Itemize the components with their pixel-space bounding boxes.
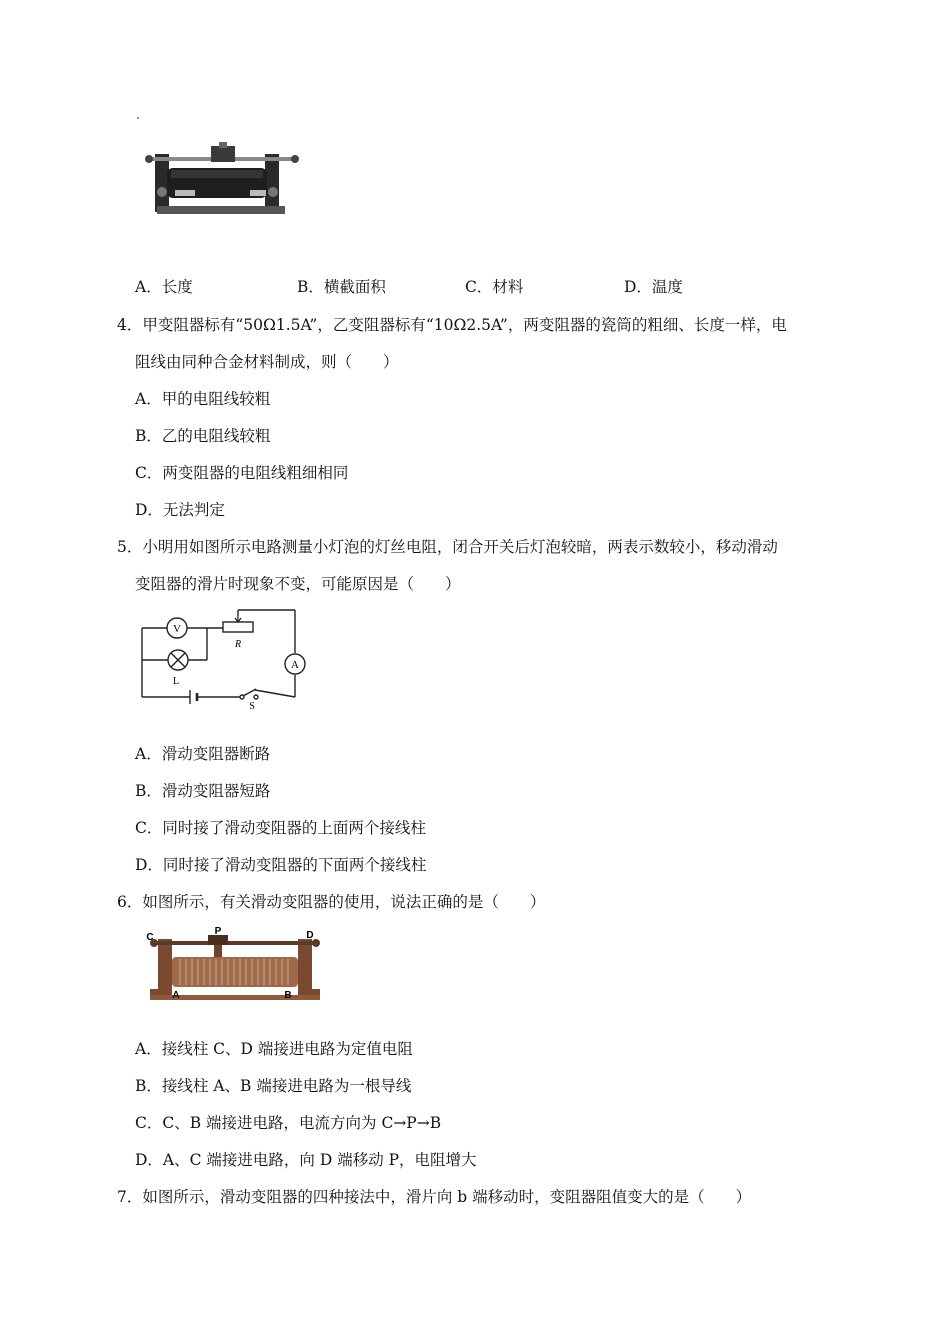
- circuit-diagram: [135, 604, 310, 714]
- q5-stem-line2: 变阻器的滑片时现象不变，可能原因是（ ）: [135, 575, 461, 593]
- ammeter-label: A: [291, 659, 299, 671]
- slider-p-label: P: [214, 926, 222, 937]
- q4-stem-line2: 阻线由同种合金材料制成，则（ ）: [135, 353, 399, 371]
- q3-option-a: A．长度: [135, 278, 193, 296]
- q6-option-a: A．接线柱 C、D 端接进电路为定值电阻: [135, 1040, 413, 1058]
- q5-option-d: D．同时接了滑动变阻器的下面两个接线柱: [135, 856, 427, 874]
- q5-option-b: B．滑动变阻器短路: [135, 782, 271, 800]
- q6-option-b: B．接线柱 A、B 端接进电路为一根导线: [135, 1077, 412, 1095]
- q4-option-d: D．无法判定: [135, 501, 225, 519]
- rheostat-label: R: [234, 639, 242, 650]
- lamp-label: L: [172, 676, 180, 687]
- q6-option-d: D．A、C 端接进电路，向 D 端移动 P，电阻增大: [135, 1151, 477, 1169]
- switch-label: S: [249, 701, 255, 712]
- q3-options-row: [0, 277, 950, 297]
- q7-stem-line1: 7．如图所示，滑动变阻器的四种接法中，滑片向 b 端移动时，变阻器阻值变大的是（ ）: [117, 1188, 752, 1206]
- q3-option-b: B．横截面积: [297, 278, 386, 296]
- terminal-a-label: A: [172, 990, 180, 1001]
- q4-option-c: C．两变阻器的电阻线粗细相同: [135, 464, 349, 482]
- q5-stem-line1: 5．小明用如图所示电路测量小灯泡的灯丝电阻，闭合开关后灯泡较暗，两表示数较小，移动滑动: [117, 538, 778, 556]
- q3-option-d: D．温度: [624, 278, 683, 296]
- terminal-d-label: D: [306, 930, 314, 941]
- q6-option-c: C．C、B 端接进电路，电流方向为 C→P→B: [135, 1114, 442, 1132]
- terminal-b-label: B: [284, 990, 292, 1001]
- q4-option-b: B．乙的电阻线较粗: [135, 427, 271, 445]
- q3-option-c: C．材料: [465, 278, 524, 296]
- q4-stem-line1: 4．甲变阻器标有“50Ω1.5A”，乙变阻器标有“10Ω2.5A”，两变阻器的瓷筒的粗细、长度一样，电: [117, 316, 787, 334]
- voltmeter-label: V: [173, 623, 181, 635]
- q6-stem-line1: 6．如图所示，有关滑动变阻器的使用，说法正确的是（ ）: [117, 893, 546, 911]
- rheostat-photo-figure: [135, 112, 305, 222]
- q5-option-a: A．滑动变阻器断路: [135, 745, 271, 763]
- terminal-c-label: C: [146, 932, 154, 943]
- q4-option-a: A．甲的电阻线较粗: [135, 390, 271, 408]
- q5-option-c: C．同时接了滑动变阻器的上面两个接线柱: [135, 819, 426, 837]
- slide-rheostat-figure: [140, 925, 330, 1005]
